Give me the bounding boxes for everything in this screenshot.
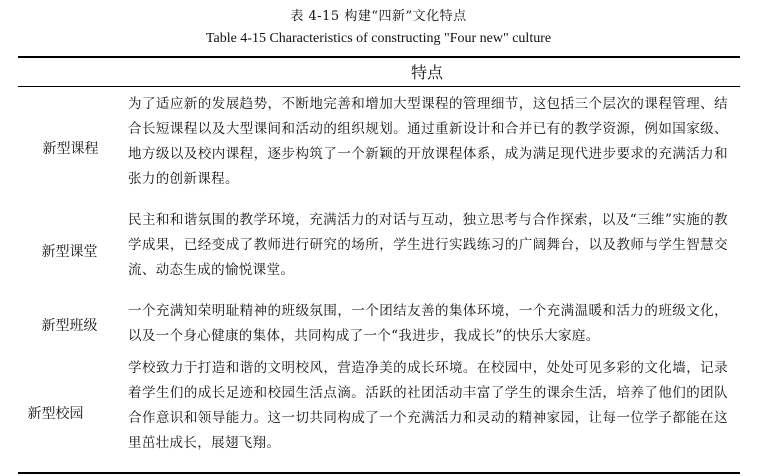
table-top-rule xyxy=(18,56,740,58)
row-text-new-classroom: 民主和和谐氛围的教学环境，充满活力的对话与互动，独立思考与合作探索，以及“三维”实施的教学成果，已经变成了教师进行研究的场所，学生进行实践练习的广阔舞台，以及教师与学生智慧交流、动态生成的愉悦课堂。 xyxy=(128,212,728,278)
column-header-characteristics: 特点 xyxy=(410,63,443,82)
table-bottom-rule xyxy=(18,472,740,474)
row-label-new-campus: 新型校园 xyxy=(27,406,84,422)
row-label-new-classroom: 新型课堂 xyxy=(41,244,98,260)
row-text-new-class: 一个充满知荣明耻精神的班级氛围，一个团结友善的集体环境，一个充满温暖和活力的班级文化，以及一个身心健康的集体，共同构成了一个“我进步，我成长”的快乐大家庭。 xyxy=(128,303,728,344)
row-text-new-curriculum: 为了适应新的发展趋势，不断地完善和增加大型课程的管理细节，这包括三个层次的课程管理、结合长短课程以及大型课间和活动的组织规划。通过重新设计和合并已有的教学资源，例如国家级、地方级以及校内课程，逐步构筑了一个新颖的开放课程体系，成为满足现代进步要求的充满活力和张力的创新课程。 xyxy=(128,96,728,187)
table-caption-cn: 表 4-15 构建“四新”文化特点 xyxy=(290,9,467,24)
row-text-new-campus: 学校致力于打造和谐的文明校风，营造净美的成长环境。在校园中，处处可见多彩的文化墙，记录着学生们的成长足迹和校园生活点滴。活跃的社团活动丰富了学生的课余生活，培养了他们的团队合作意识和领导能力。这一切共同构成了一个充满活力和灵动的精神家园，让每一位学子都能在这里茁壮成长，展翅飞翔。 xyxy=(128,360,728,451)
table-caption-en: Table 4-15 Characteristics of constructing "Four new" culture xyxy=(205,31,552,46)
row-label-new-curriculum: 新型课程 xyxy=(42,141,99,157)
row-label-new-class: 新型班级 xyxy=(41,318,98,334)
table-header-rule xyxy=(18,86,740,87)
